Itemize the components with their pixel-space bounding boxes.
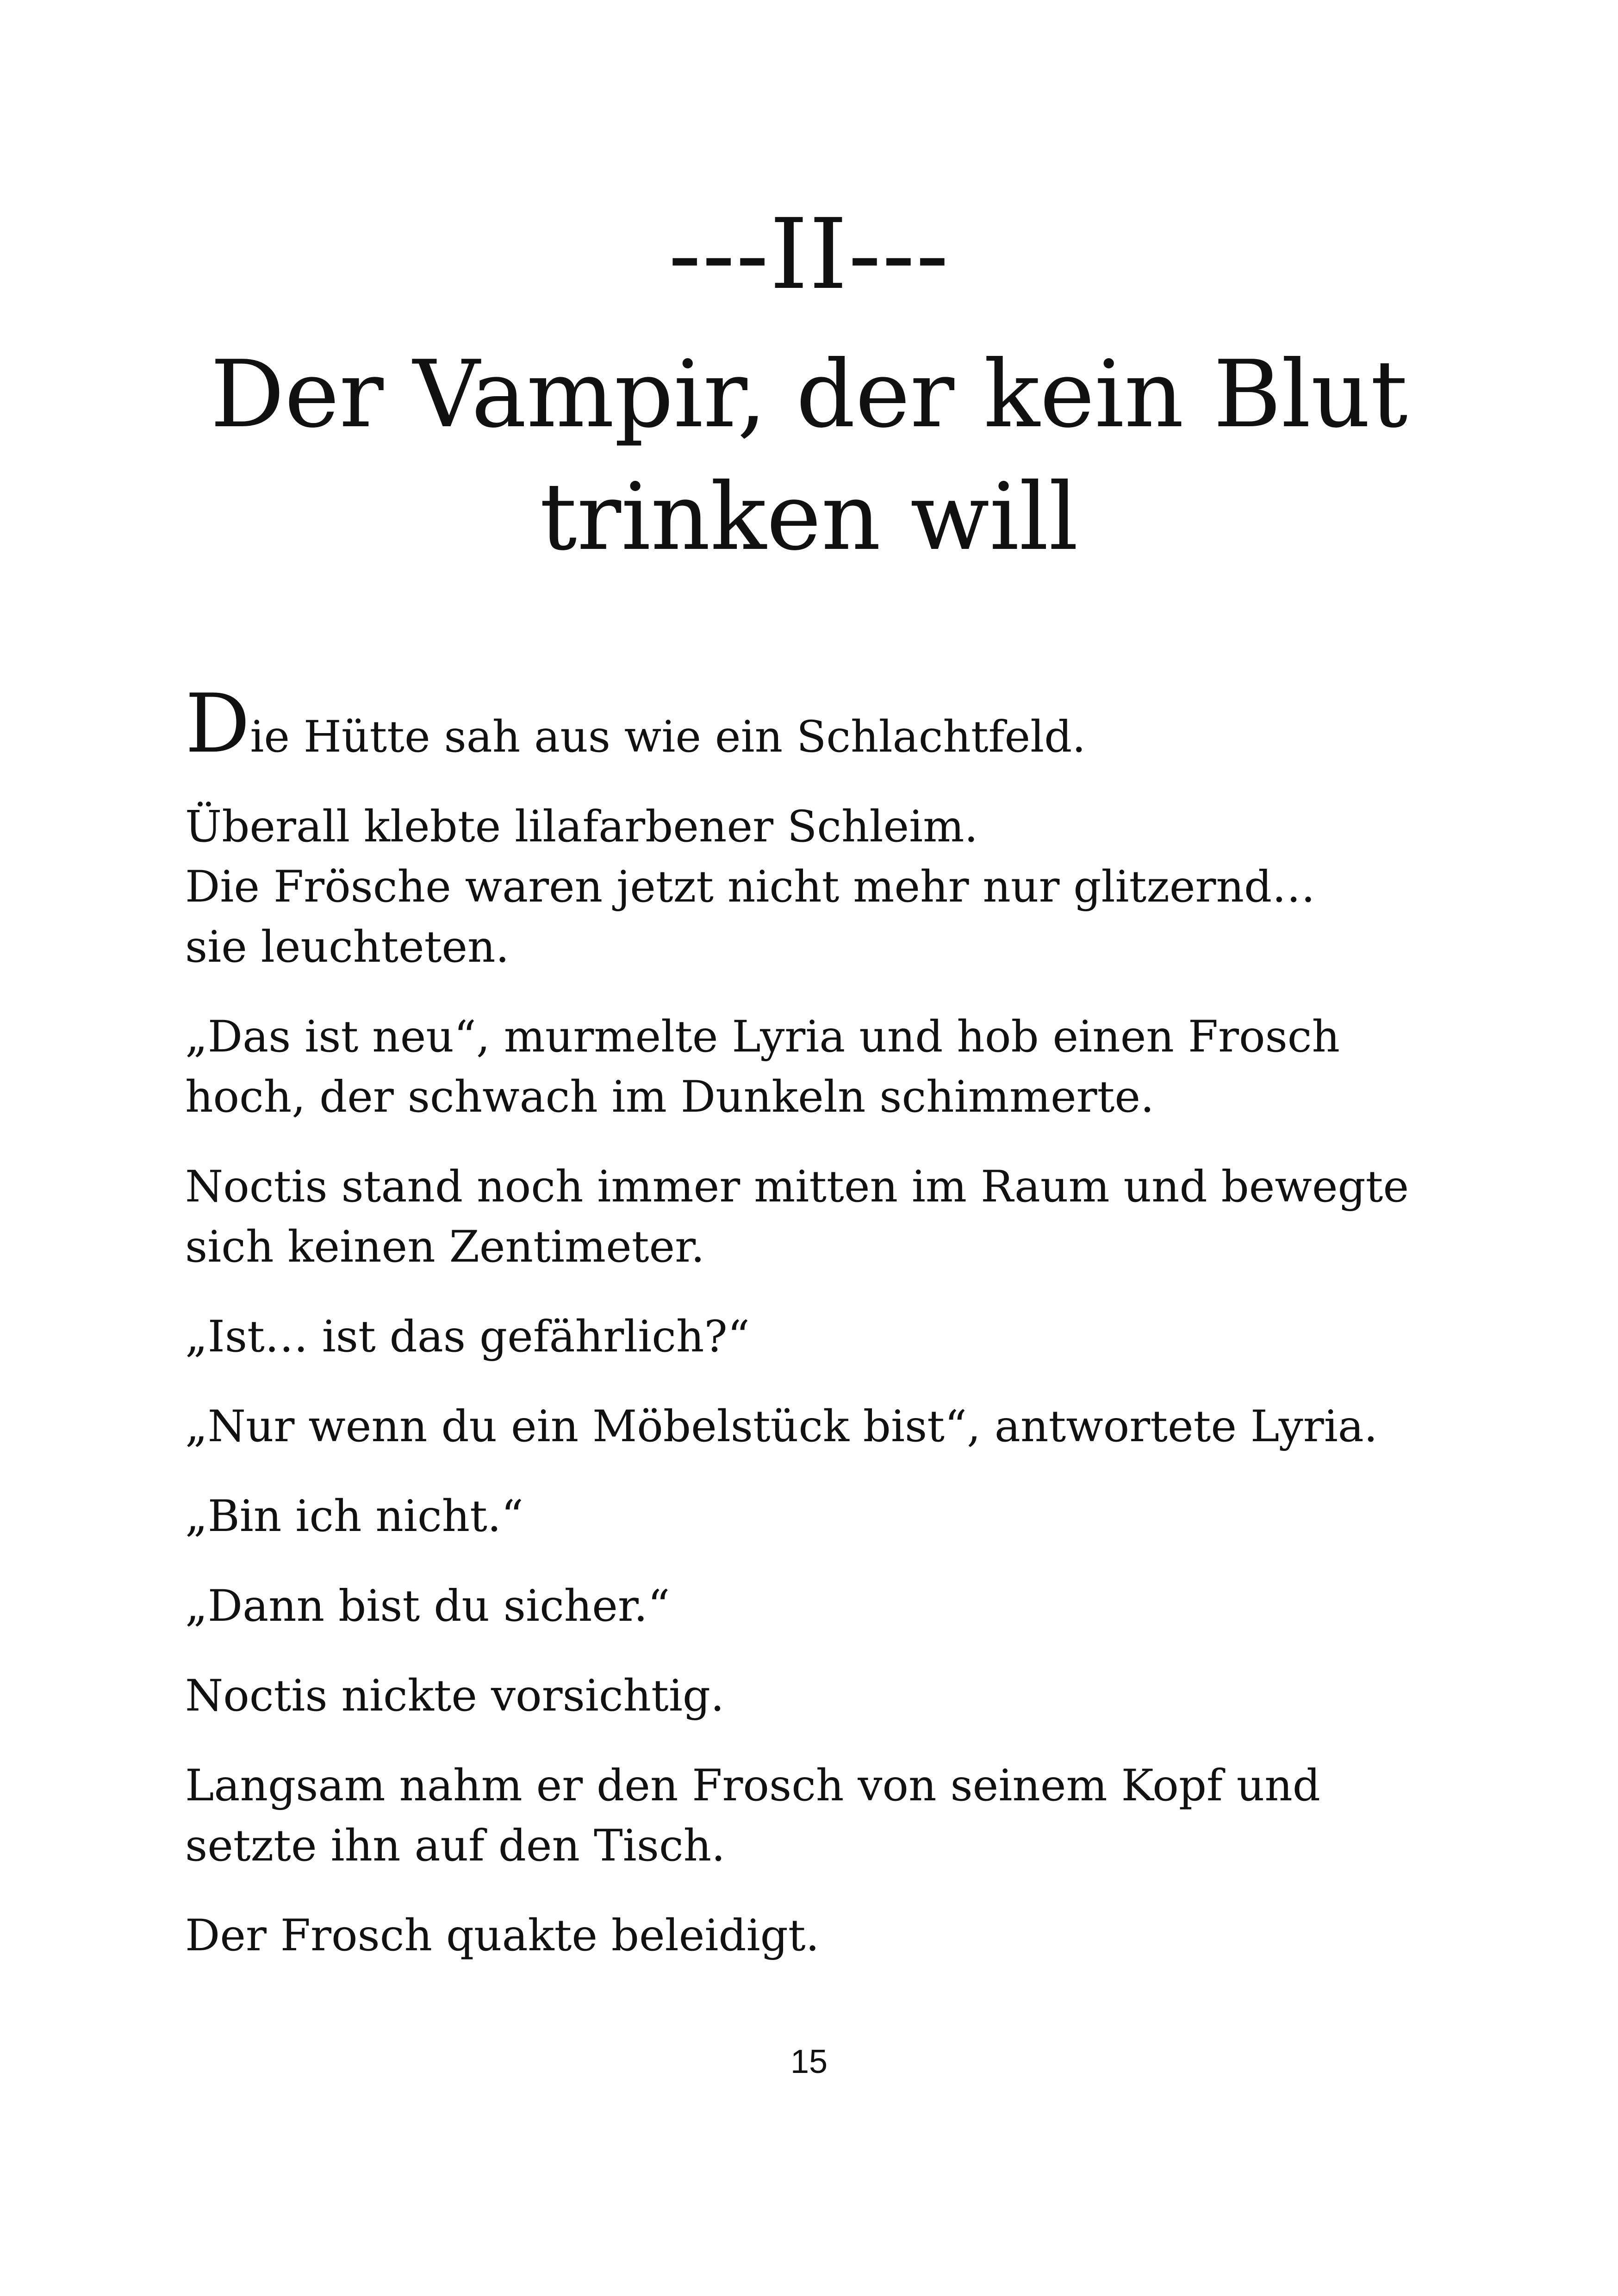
chapter-title-line-2: trinken will [540, 463, 1078, 571]
drop-cap-initial: D [185, 677, 250, 771]
chapter-title [0, 333, 1618, 579]
page-number: 15 [790, 2043, 828, 2080]
paragraph: Noctis stand noch immer mitten im Raum und bewegte sich keinen Zentimeter. [185, 1162, 1409, 1272]
paragraph: Überall klebte lilafarbener Schleim. Die Frösche waren jetzt nicht mehr nur glitzernd… sie leuchteten. [185, 802, 1316, 972]
chapter-number: ---II--- [668, 198, 950, 311]
paragraph: „Nur wenn du ein Möbelstück bist“, antwortete Lyria. [185, 1401, 1378, 1452]
paragraph: „Bin ich nicht.“ [185, 1491, 523, 1542]
paragraph: „Das ist neu“, murmelte Lyria und hob einen Frosch hoch, der schwach im Dunkeln schimmerte. [185, 1012, 1340, 1122]
chapter-title-line-1: Der Vampir, der kein Blut [210, 341, 1408, 448]
paragraph: Noctis nickte vorsichtig. [185, 1671, 724, 1721]
body-text [185, 677, 1481, 1996]
paragraph: „Dann bist du sicher.“ [185, 1581, 670, 1631]
paragraph: Der Frosch quakte beleidigt. [185, 1910, 820, 1961]
first-paragraph [185, 677, 1481, 771]
paragraph: Langsam nahm er den Frosch von seinem Kopf und setzte ihn auf den Tisch. [185, 1761, 1320, 1871]
paragraph: „Ist… ist das gefährlich?“ [185, 1312, 750, 1362]
first-paragraph-text: ie Hütte sah aus wie ein Schlachtfeld. [250, 712, 1086, 762]
